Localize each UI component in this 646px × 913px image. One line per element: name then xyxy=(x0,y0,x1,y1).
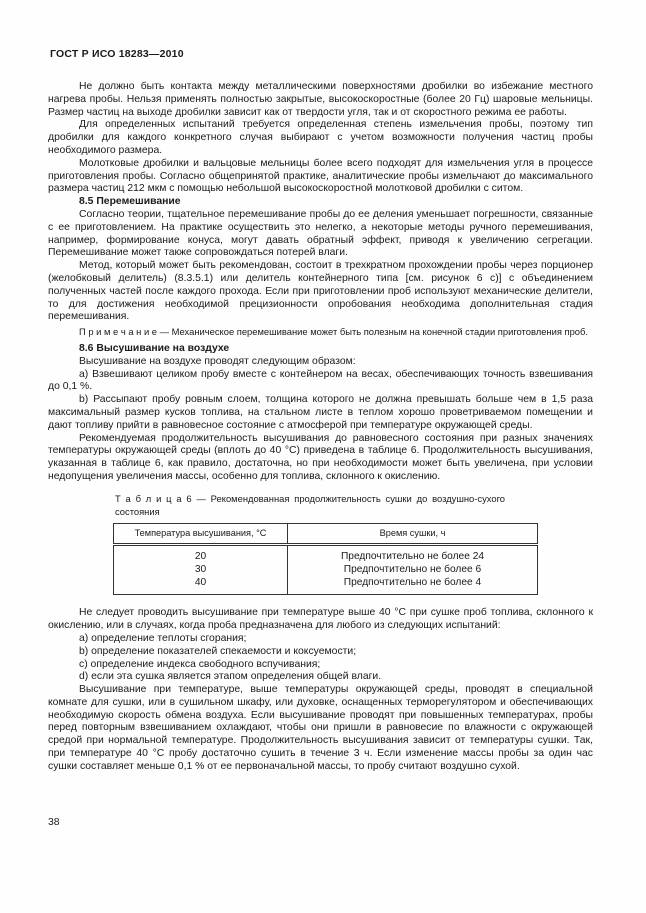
paragraph-drying-limit: Не следует проводить высушивание при температуре выше 40 °С при сушке проб топлива, склонного к окислению, или в случаях, когда проба предназначена для любого из следующих испытаний: xyxy=(48,607,593,632)
list-item-swelling: c) определение индекса свободного вспучивания; xyxy=(79,658,321,670)
table6-header xyxy=(114,523,538,544)
paragraph-mixing-method: Метод, который может быть рекомендован, состоит в трехкратном прохождении пробы через порционер (желобковый делитель) (8.3.5.1) или делитель контейнерного типа [см. рисунок 6 с)] с объединением полученных частей после каждого прохода. Если при приготовлении проб используют механические делители, то для достижения необходимой прецизионности опробования необходима дополнительная стадия перемешивания. xyxy=(48,260,593,323)
paragraph-mixing-theory: Согласно теории, тщательное перемешивание пробы до ее деления уменьшает погрешности, связанные с ее приготовлением. На практике осуществить это нелегко, а некоторые методы ручного перемешивания, например, формирование конуса, могут давать обратный эффект, приводя к увеличению сегрегации. Перемешивание может также сопровождаться потерей влаги. xyxy=(48,208,593,259)
table-header-row xyxy=(114,523,538,544)
list-item-calorific: a) определение теплоты сгорания; xyxy=(79,632,247,644)
paragraph-recommended-duration: Рекомендуемая продолжительность высушивания до равновесного состояния при разных значениях температуры окружающей среды (вплоть до 40 °С) приведена в таблице 6. Продолжительность высушивания, указанная в таблице 6, как правило, достаточна, но при необходимости может быть увеличена, при условии недопущения увеличения массы, особенно для топлива, склонного к окислению. xyxy=(48,432,593,482)
cell-time: Предпочтительно не более 6 xyxy=(288,563,538,576)
table-row xyxy=(114,544,538,563)
paragraph-hammer-mills: Молотковые дробилки и вальцовые мельницы более всего подходят для измельчения угля в процессе приготовления пробы. Согласно общепринятой практике, аналитические пробы измельчают до максимального размера частиц 212 мкм с помощью небольшой высокоскоростной молотковой дробилки с ситом. xyxy=(48,157,593,195)
cell-time: Предпочтительно не более 4 xyxy=(288,576,538,595)
cell-time: Предпочтительно не более 24 xyxy=(288,544,538,563)
paragraph-crusher-type: Для определенных испытаний требуется определенная степень измельчения пробы, поэтому тип дробилки для каждого конкретного случая выбирают с учетом возможности получения частиц пробы необходимого размера. xyxy=(48,119,593,156)
cell-temperature: 30 xyxy=(114,563,288,576)
list-item-weighing: a) Взвешивают целиком пробу вместе с контейнером на весах, обеспечивающих точность взвешивания до 0,1 %. xyxy=(48,368,593,393)
document-code-header: ГОСТ Р ИСО 18283—2010 xyxy=(50,48,184,60)
section-heading-8-5: 8.5 Перемешивание xyxy=(79,196,181,208)
table6 xyxy=(113,523,538,596)
paragraph-air-drying-intro: Высушивание на воздухе проводят следующим образом: xyxy=(79,355,356,367)
table-row xyxy=(114,576,538,595)
note-mechanical-mixing: П р и м е ч а н и е — Механическое перемешивание может быть полезным на конечной стадии приготовления проб. xyxy=(79,326,588,338)
cell-temperature: 20 xyxy=(114,544,288,563)
list-item-caking: b) определение показателей спекаемости и коксуемости; xyxy=(79,645,357,657)
cell-temperature: 40 xyxy=(114,576,288,595)
paragraph-elevated-temperature-drying: Высушивание при температуре, выше температуры окружающей среды, проводят в специальной комнате для сушки, или в сушильном шкафу, или духовке, оснащенных терморегулятором и обеспечивающих необходимую скорость обмена воздуха. Если высушивание проводят при повышенных температурах, пробы перед повторным взвешиванием охлаждают, чтобы они пришли в равновесие по влажности с окружающей средой при нормальной температуре. Продолжительность высушивания зависит от температуры сушки. Так, при температуре 40 °С пробу достаточно сушить в течение 3 ч. Если изменение массы пробы за один час сушки составляет меньше 0,1 % от ее первоначальной массы, то пробу считают воздушно сухой. xyxy=(48,684,593,772)
list-item-total-moisture: d) если эта сушка является этапом определения общей влаги. xyxy=(79,671,382,683)
page-number: 38 xyxy=(48,817,60,828)
table6-block xyxy=(48,492,593,596)
section-heading-8-6: 8.6 Высушивание на воздухе xyxy=(79,342,230,354)
list-item-spreading: b) Рассыпают пробу ровным слоем, толщина которого не должна превышать больше чем в 1,5 раза максимальный размер кусков топлива, на стальном листе в теплом хорошо проветриваемом помещении и дают топливу прийти в равновесное состояние с атмосферой при температуре окружающей среды. xyxy=(48,394,593,431)
table6-caption: Т а б л и ц а 6 — Рекомендованная продолжительность сушки до воздушно-сухого состояния xyxy=(115,492,505,518)
column-header-temperature: Температура высушивания, °С xyxy=(114,523,288,544)
table-row xyxy=(114,563,538,576)
document-body xyxy=(48,81,593,774)
table6-body xyxy=(114,544,538,595)
column-header-time: Время сушки, ч xyxy=(288,523,538,544)
paragraph-crusher-contact: Не должно быть контакта между металлическими поверхностями дробилки во избежание местного нагрева пробы. Нельзя применять полностью закрытые, высокоскоростные (более 20 Гц) шаровые мельницы. Размер частиц на выходе дробилки зависит как от твердости угля, так и от скоростного режима ее работы. xyxy=(48,81,593,118)
